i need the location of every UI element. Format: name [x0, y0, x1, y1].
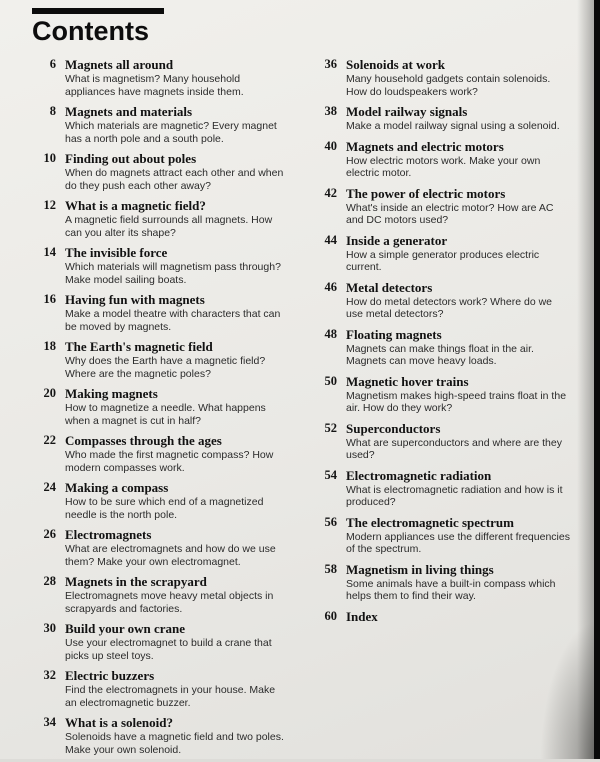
toc-entry — [32, 339, 289, 380]
entry-description: A magnetic field surrounds all magnets. How can you alter its shape? — [65, 214, 273, 239]
entry-description: Modern appliances use the different frequencies of the spectrum. — [346, 530, 570, 555]
toc-entry — [313, 374, 570, 415]
entry-title: Magnetism in living things — [346, 561, 494, 577]
entry-description: Magnetism makes high-speed trains float in the air. How do they work? — [346, 389, 567, 414]
entry-description: How to magnetize a needle. What happens when a magnet is cut in half? — [65, 402, 266, 427]
entry-title: The power of electric motors — [346, 185, 506, 201]
entry-title: Metal detectors — [346, 279, 433, 295]
page-number: 24 — [43, 480, 56, 494]
entry-title: Electromagnets — [65, 527, 152, 542]
entry-title: The electromagnetic spectrum — [346, 514, 514, 530]
page-number: 10 — [43, 151, 56, 165]
entry-body — [65, 245, 289, 286]
entry-title: The Earth's magnetic field — [65, 339, 213, 354]
toc-entry — [32, 151, 289, 192]
entry-body — [65, 339, 289, 380]
entry-title: Inside a generator — [346, 232, 448, 248]
entry-title: Floating magnets — [346, 326, 442, 342]
entry-description: What is electromagnetic radiation and how is it produced? — [346, 483, 563, 508]
entry-title: Making magnets — [65, 386, 158, 401]
page-number: 8 — [49, 104, 56, 118]
page-number: 18 — [43, 339, 56, 353]
entry-description: Find the electromagnets in your house. Make an electromagnetic buzzer. — [65, 684, 276, 709]
entry-title: Build your own crane — [65, 621, 186, 636]
entry-description: Which materials will magnetism pass through? Make model sailing boats. — [65, 261, 281, 286]
entry-description: When do magnets attract each other and when do they push each other away? — [65, 167, 284, 192]
entry-title: Magnetic hover trains — [346, 373, 469, 389]
toc-entry — [32, 527, 289, 568]
page-number: 42 — [324, 185, 337, 200]
toc-entry — [313, 515, 570, 556]
entry-description: Which materials are magnetic? Every magnet has a north pole and a south pole. — [65, 120, 277, 145]
toc-entry — [32, 433, 289, 474]
entry-description: Make a model railway signal using a solenoid. — [346, 120, 560, 132]
entry-body — [65, 104, 289, 145]
toc-columns — [32, 57, 570, 762]
toc-entry — [32, 57, 289, 98]
entry-body — [346, 280, 570, 321]
page-number: 46 — [324, 279, 337, 294]
entry-title: What is a magnetic field? — [65, 198, 206, 213]
entry-description: Why does the Earth have a magnetic field? Where are the magnetic poles? — [65, 355, 266, 380]
toc-entry — [32, 480, 289, 521]
entry-body — [65, 715, 289, 756]
entry-title: Making a compass — [65, 480, 169, 495]
entry-description: Use your electromagnet to build a crane that picks up steel toys. — [65, 637, 272, 662]
toc-entry — [313, 562, 570, 603]
entry-title: Finding out about poles — [65, 151, 197, 166]
toc-entry — [313, 186, 570, 227]
page-number: 14 — [43, 245, 56, 259]
entry-description: How do metal detectors work? Where do we use metal detectors? — [346, 295, 553, 320]
page-header — [32, 8, 570, 47]
entry-body — [65, 151, 289, 192]
toc-entry — [32, 245, 289, 286]
entry-title: Solenoids at work — [346, 57, 445, 72]
entry-title: Index — [346, 608, 378, 624]
toc-entry — [32, 621, 289, 662]
scan-edge-shadow — [577, 0, 595, 759]
entry-description: Who made the first magnetic compass? How modern compasses work. — [65, 449, 274, 474]
entry-body — [65, 198, 289, 239]
page-number: 40 — [324, 138, 337, 153]
entry-title: Having fun with magnets — [65, 292, 205, 307]
entry-body — [346, 186, 570, 227]
toc-entry — [313, 104, 570, 133]
toc-column-right — [313, 57, 570, 762]
page-number: 16 — [43, 292, 56, 306]
entry-body — [65, 433, 289, 474]
toc-entry — [313, 139, 570, 180]
page-number: 60 — [324, 608, 337, 623]
entry-title: Magnets and materials — [65, 104, 193, 119]
entry-body — [65, 527, 289, 568]
entry-body — [65, 574, 289, 615]
entry-description: What are electromagnets and how do we use them? Make your own electromagnet. — [65, 543, 276, 568]
page-number: 12 — [43, 198, 56, 212]
toc-entry — [313, 233, 570, 274]
page-number: 30 — [43, 621, 56, 635]
entry-body — [346, 421, 570, 462]
page-number: 26 — [43, 527, 56, 541]
entry-body — [346, 233, 570, 274]
toc-entry — [32, 574, 289, 615]
entry-body — [346, 104, 570, 133]
entry-description: Magnets can make things float in the air. Magnets can move heavy loads. — [346, 342, 534, 367]
entry-body — [65, 292, 289, 333]
entry-title: Electric buzzers — [65, 668, 155, 683]
entry-body — [346, 562, 570, 603]
scan-edge-black-strip — [594, 0, 600, 759]
page-title: Contents — [32, 16, 149, 46]
entry-body — [65, 621, 289, 662]
entry-title: Magnets all around — [65, 57, 174, 72]
entry-body — [346, 139, 570, 180]
entry-description: How to be sure which end of a magnetized needle is the north pole. — [65, 496, 264, 521]
page-number: 50 — [324, 373, 337, 388]
entry-body — [346, 327, 570, 368]
entry-body — [346, 374, 570, 415]
toc-entry — [32, 198, 289, 239]
toc-entry — [32, 386, 289, 427]
entry-description: How electric motors work. Make your own electric motor. — [346, 154, 541, 179]
page-number: 28 — [43, 574, 56, 588]
toc-entry — [313, 327, 570, 368]
page-number: 6 — [49, 57, 56, 71]
entry-title: Magnets in the scrapyard — [65, 574, 207, 589]
entry-description: What is magnetism? Many household appliances have magnets inside them. — [65, 73, 244, 98]
toc-entry — [32, 715, 289, 756]
toc-entry — [32, 668, 289, 709]
entry-title: The invisible force — [65, 245, 168, 260]
entry-title: Model railway signals — [346, 104, 468, 119]
entry-description: Electromagnets move heavy metal objects in scrapyards and factories. — [65, 590, 274, 615]
entry-body — [346, 57, 570, 98]
toc-entry — [313, 468, 570, 509]
page-number: 52 — [324, 420, 337, 435]
entry-title: Compasses through the ages — [65, 433, 222, 448]
entry-body — [346, 609, 570, 624]
entry-description: Make a model theatre with characters that can be moved by magnets. — [65, 308, 281, 333]
toc-entry — [313, 421, 570, 462]
entry-body — [65, 386, 289, 427]
toc-entry — [313, 280, 570, 321]
entry-body — [65, 57, 289, 98]
toc-column-left — [32, 57, 289, 762]
page-number: 54 — [324, 467, 337, 482]
entry-title: Superconductors — [346, 420, 441, 436]
entry-body — [65, 668, 289, 709]
entry-title: What is a solenoid? — [65, 715, 173, 730]
entry-body — [65, 480, 289, 521]
page-number: 58 — [324, 561, 337, 576]
page-number: 38 — [324, 104, 337, 118]
page-number: 34 — [43, 715, 56, 729]
page-number: 32 — [43, 668, 56, 682]
entry-description: Solenoids have a magnetic field and two poles. Make your own solenoid. — [65, 731, 284, 756]
page-number: 36 — [324, 57, 337, 71]
toc-entry — [313, 609, 570, 624]
page-number: 44 — [324, 232, 337, 247]
entry-body — [346, 515, 570, 556]
entry-description: What are superconductors and where are they used? — [346, 436, 562, 461]
toc-entry — [32, 292, 289, 333]
entry-title: Magnets and electric motors — [346, 138, 504, 154]
entry-description: What's inside an electric motor? How are AC and DC motors used? — [346, 201, 554, 226]
entry-description: How a simple generator produces electric current. — [346, 248, 540, 273]
entry-body — [346, 468, 570, 509]
toc-entry — [32, 104, 289, 145]
page-number: 22 — [43, 433, 56, 447]
title-rule — [32, 8, 164, 14]
toc-entry — [313, 57, 570, 98]
entry-description: Many household gadgets contain solenoids. How do loudspeakers work? — [346, 73, 551, 98]
page-number: 56 — [324, 514, 337, 529]
page-number: 48 — [324, 326, 337, 341]
page-number: 20 — [43, 386, 56, 400]
entry-title: Electromagnetic radiation — [346, 467, 492, 483]
entry-description: Some animals have a built-in compass which helps them to find their way. — [346, 577, 556, 602]
